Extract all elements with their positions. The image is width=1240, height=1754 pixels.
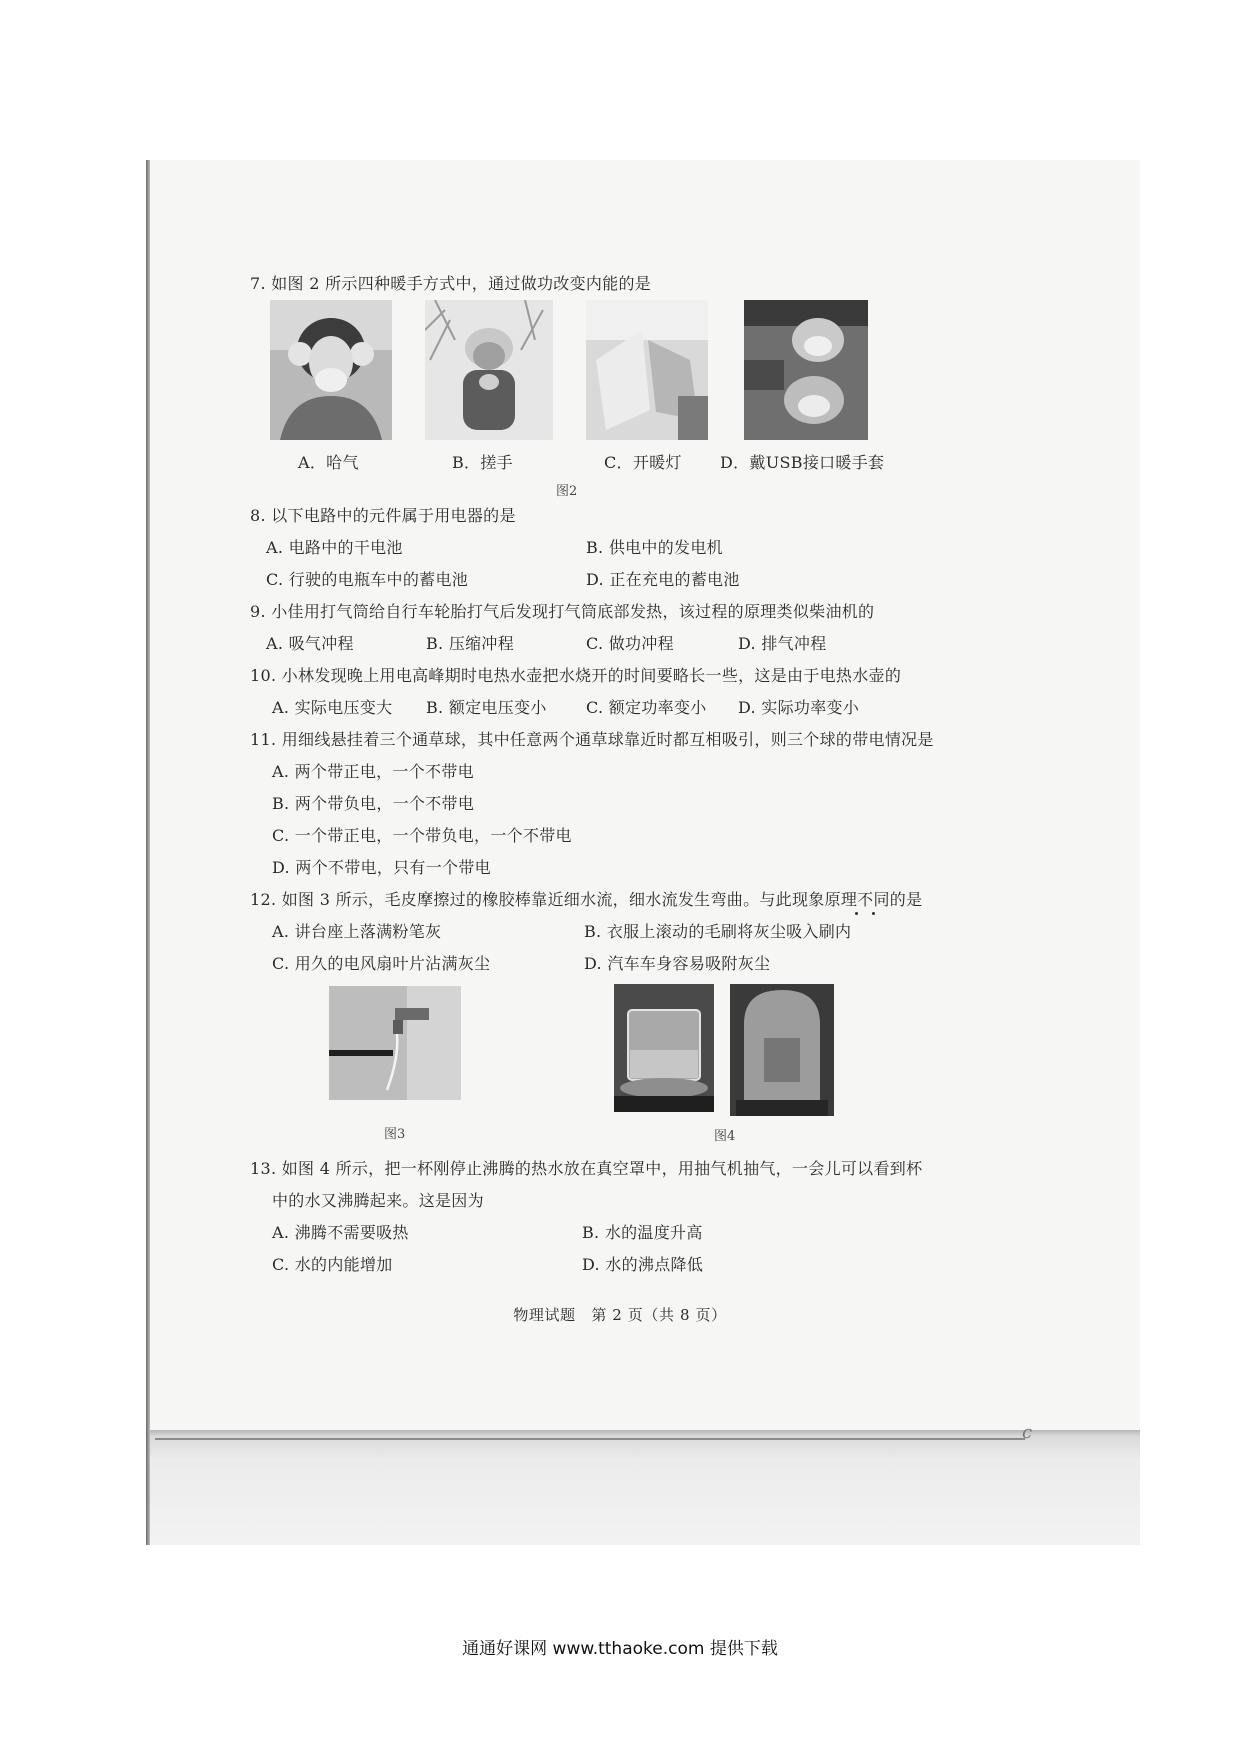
figure-2-label: 图2 (556, 484, 578, 499)
q8-option-d: D. 正在充电的蓄电池 (586, 570, 740, 589)
q10-option-b: B. 额定电压变小 (426, 698, 547, 717)
q9-option-b: B. 压缩冲程 (426, 634, 515, 653)
photo-woman-earmuffs-blowing-hands (270, 300, 392, 440)
q10-option-c: C. 额定功率变小 (586, 698, 707, 717)
q10-stem: 10. 小林发现晚上用电高峰期时电热水壶把水烧开的时间要略长一些，这是由于电热水壶的 (250, 666, 902, 685)
q8-option-a: A. 电路中的干电池 (266, 538, 403, 557)
photo-usb-monkey-hand-warmers (744, 300, 868, 440)
q11-option-c: C. 一个带正电，一个带负电，一个不带电 (272, 826, 572, 845)
q10-option-d: D. 实际功率变小 (738, 698, 860, 717)
q7-option-b: B．搓手 (452, 453, 513, 472)
q11-option-b: B. 两个带负电，一个不带电 (272, 794, 475, 813)
q7-option-a: A．哈气 (298, 453, 359, 472)
q12-stem: 12. 如图 3 所示，毛皮摩擦过的橡胶棒靠近细水流，细水流发生弯曲。与此现象原理不同的是 (250, 890, 923, 909)
q9-option-d: D. 排气冲程 (738, 634, 827, 653)
q12-option-b: B. 衣服上滚动的毛刷将灰尘吸入刷内 (584, 922, 852, 941)
q11-option-a: A. 两个带正电，一个不带电 (272, 762, 474, 781)
photo-beaker-on-plate (614, 984, 714, 1112)
q8-option-c: C. 行驶的电瓶车中的蓄电池 (266, 570, 469, 589)
q11-stem: 11. 用细线悬挂着三个通草球，其中任意两个通草球靠近时都互相吸引，则三个球的带电情况是 (250, 730, 934, 749)
photo-bell-jar-vacuum (730, 984, 834, 1116)
download-watermark: 通通好课网 www.tthaoke.com 提供下载 (462, 1639, 778, 1659)
fold-line (155, 1438, 1025, 1440)
q13-option-b: B. 水的温度升高 (582, 1223, 703, 1242)
q13-stem-line1: 13. 如图 4 所示，把一杯刚停止沸腾的热水放在真空罩中，用抽气机抽气，一会儿可以看到杯 (250, 1159, 923, 1178)
q13-stem-line2: 中的水又沸腾起来。这是因为 (272, 1191, 484, 1210)
q11-option-d: D. 两个不带电，只有一个带电 (272, 858, 491, 877)
q12-option-d: D. 汽车车身容易吸附灰尘 (584, 954, 771, 973)
q9-option-c: C. 做功冲程 (586, 634, 674, 653)
q7-option-c: C．开暖灯 (604, 453, 682, 472)
q13-option-a: A. 沸腾不需要吸热 (272, 1223, 409, 1242)
page-footer: 物理试题 第 2 页（共 8 页） (513, 1306, 727, 1324)
q12-option-c: C. 用久的电风扇叶片沾满灰尘 (272, 954, 491, 973)
q9-stem: 9. 小佳用打气筒给自行车轮胎打气后发现打气筒底部发热，该过程的原理类似柴油机的 (250, 602, 875, 621)
q8-stem: 8. 以下电路中的元件属于用电器的是 (250, 506, 516, 525)
figure-3-label: 图3 (384, 1127, 406, 1142)
q10-option-a: A. 实际电压变大 (272, 698, 393, 717)
scan-left-edge (146, 160, 150, 1545)
photo-child-rubbing-hands-snow (425, 300, 553, 440)
scan-bottom-shadow (150, 1430, 1140, 1545)
photo-faucet-water-stream-rod (329, 986, 461, 1100)
emphasis-dot (872, 912, 875, 915)
photo-hands-near-heat-lamp (586, 300, 708, 440)
fold-mark: c (1022, 1422, 1033, 1443)
q9-option-a: A. 吸气冲程 (266, 634, 354, 653)
q13-option-d: D. 水的沸点降低 (582, 1255, 704, 1274)
q12-option-a: A. 讲台座上落满粉笔灰 (272, 922, 442, 941)
q7-stem: 7. 如图 2 所示四种暖手方式中，通过做功改变内能的是 (250, 274, 652, 293)
q13-option-c: C. 水的内能增加 (272, 1255, 393, 1274)
emphasis-dot (855, 912, 858, 915)
figure-4-label: 图4 (714, 1129, 736, 1144)
q7-option-d: D．戴USB接口暖手套 (720, 453, 885, 472)
q8-option-b: B. 供电中的发电机 (586, 538, 723, 557)
